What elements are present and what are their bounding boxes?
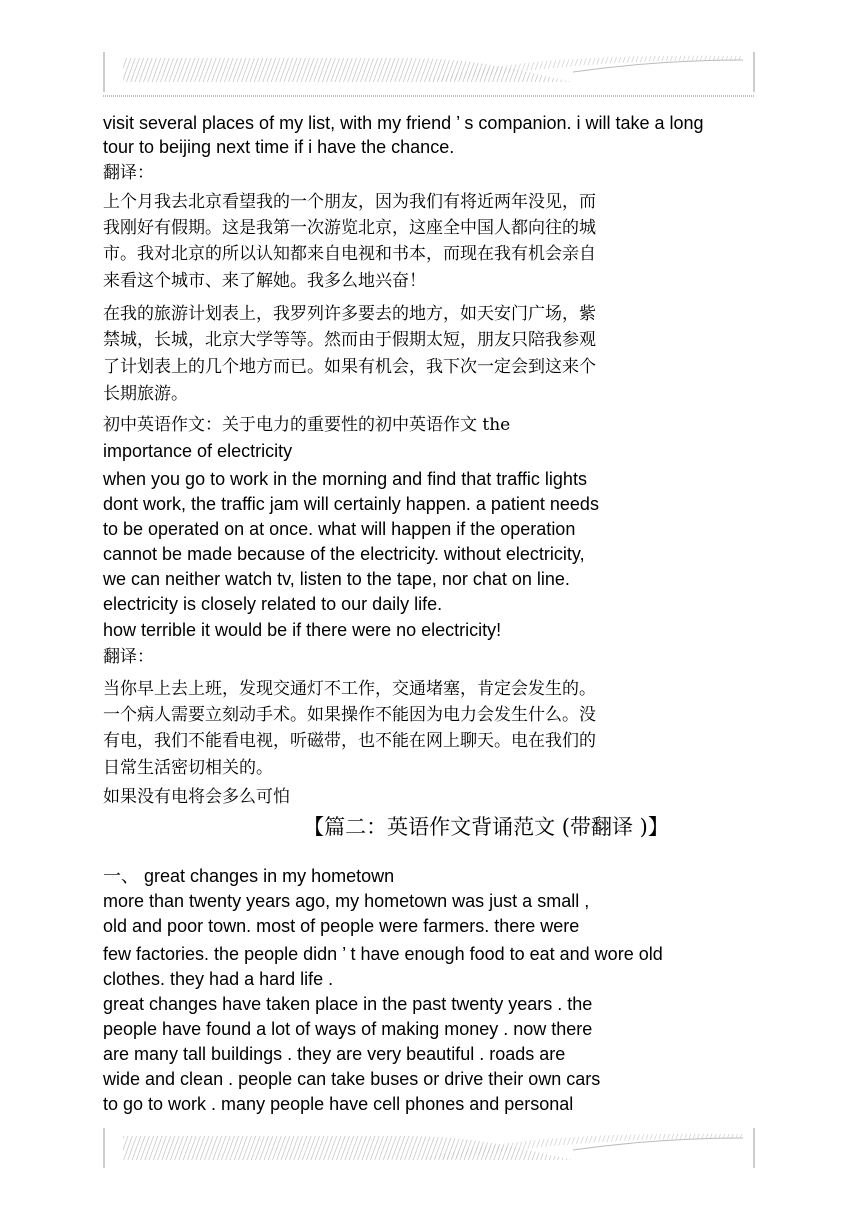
text-line: to be operated on at once. what will happen if the operation	[103, 519, 576, 539]
text-line: 上个月我去北京看望我的一个朋友，因为我们有将近两年没见，而	[103, 192, 596, 212]
text-line: dont work, the traffic jam will certainly happen. a patient needs	[103, 494, 599, 514]
header-band-graphic	[103, 52, 755, 100]
text-line: cannot be made because of the electricity. without electricity,	[103, 544, 585, 564]
text-line: electricity is closely related to our daily life.	[103, 594, 443, 614]
text-line: 初中英语作文：关于电力的重要性的初中英语作文 the	[103, 415, 511, 435]
text-line: 如果没有电将会多么可怕	[103, 787, 290, 807]
text-line: 市。我对北京的所以认知都来自电视和书本，而现在我有机会亲自	[103, 244, 596, 264]
text-line: 当你早上去上班，发现交通灯不工作，交通堵塞，肯定会发生的。	[103, 679, 596, 699]
text-line: great changes have taken place in the past twenty years . the	[103, 994, 593, 1014]
text-line: people have found a lot of ways of making money . now there	[103, 1019, 593, 1039]
text-line: 禁城，长城，北京大学等等。然而由于假期太短，朋友只陪我参观	[103, 330, 596, 350]
text-line: 长期旅游。	[103, 384, 188, 404]
footer-band-graphic	[103, 1122, 755, 1170]
text-line: importance of electricity	[103, 441, 293, 461]
text-line: 了计划表上的几个地方而已。如果有机会，我下次一定会到这来个	[103, 357, 596, 377]
text-line: 一个病人需要立刻动手术。如果操作不能因为电力会发生什么。没	[103, 705, 596, 725]
text-line: more than twenty years ago, my hometown was just a small ,	[103, 891, 590, 911]
text-line: clothes. they had a hard life .	[103, 969, 334, 989]
text-line: visit several places of my list, with my friend ’ s companion. i will take a long	[103, 113, 704, 133]
text-line: old and poor town. most of people were farmers. there were	[103, 916, 580, 936]
text-line: when you go to work in the morning and find that traffic lights	[103, 469, 587, 489]
section-heading: 【篇二：英语作文背诵范文 (带翻译 )】	[303, 815, 669, 839]
text-line: are many tall buildings . they are very beautiful . roads are	[103, 1044, 566, 1064]
text-line: how terrible it would be if there were no electricity!	[103, 620, 502, 640]
text-line: 我刚好有假期。这是我第一次游览北京，这座全中国人都向往的城	[103, 218, 596, 238]
text-line: tour to beijing next time if i have the chance.	[103, 137, 455, 157]
text-line: to go to work . many people have cell phones and personal	[103, 1094, 574, 1114]
text-line: 翻译：	[103, 647, 154, 667]
text-line: few factories. the people didn ’ t have enough food to eat and wore old	[103, 944, 663, 964]
text-line: 日常生活密切相关的。	[103, 758, 273, 778]
text-line: 在我的旅游计划表上，我罗列许多要去的地方，如天安门广场，紫	[103, 304, 596, 324]
text-line: 一、 great changes in my hometown	[103, 866, 395, 886]
footer-decoration	[103, 1122, 755, 1170]
header-decoration	[103, 52, 755, 100]
text-line: 来看这个城市、来了解她。我多么地兴奋！	[103, 271, 426, 291]
text-line: wide and clean . people can take buses or drive their own cars	[103, 1069, 601, 1089]
text-line: 有电，我们不能看电视，听磁带，也不能在网上聊天。电在我们的	[103, 731, 596, 751]
text-line: we can neither watch tv, listen to the tape, nor chat on line.	[103, 569, 570, 589]
text-line: 翻译：	[103, 163, 154, 183]
